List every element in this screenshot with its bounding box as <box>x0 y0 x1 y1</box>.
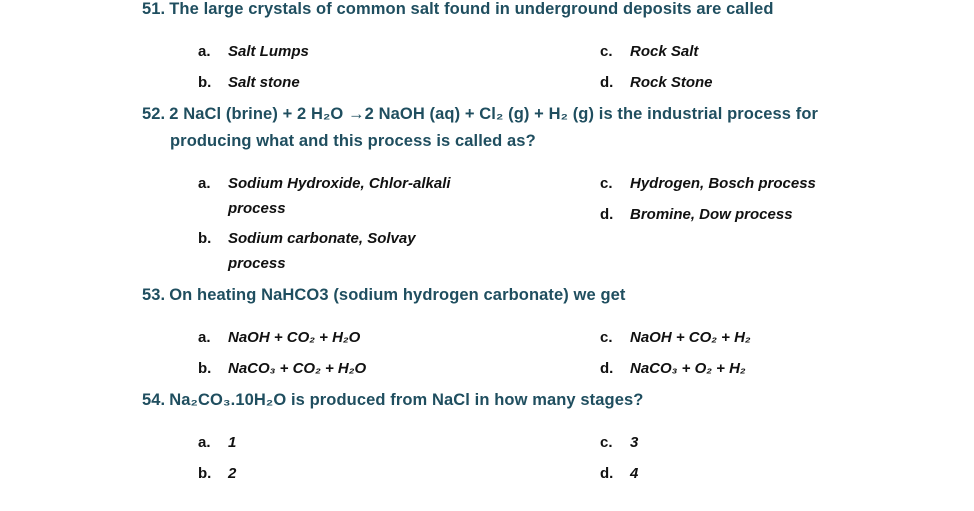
question-51 <box>142 0 774 23</box>
option-text: 2 <box>228 465 237 482</box>
option-c[interactable] <box>600 325 751 350</box>
option-text: Salt Lumps <box>228 43 309 60</box>
question-text: Na₂CO₃.10H₂O is produced from NaCl in how many stages? <box>169 391 644 409</box>
question-52 <box>142 101 818 155</box>
option-d[interactable] <box>600 356 746 381</box>
option-letter: b. <box>198 360 212 377</box>
option-text-line1: Sodium Hydroxide, Chlor-alkali <box>228 175 451 192</box>
option-c[interactable] <box>600 430 638 455</box>
option-b[interactable] <box>198 70 300 95</box>
option-text-line2: process <box>228 255 286 272</box>
option-letter: d. <box>600 74 614 91</box>
question-number: 53. <box>142 286 166 304</box>
question-53 <box>142 282 626 309</box>
option-c[interactable] <box>600 39 698 64</box>
option-letter: d. <box>600 206 614 223</box>
question-text: On heating NaHCO3 (sodium hydrogen carbonate) we get <box>169 286 626 304</box>
option-text: Rock Stone <box>630 74 713 91</box>
option-d[interactable] <box>600 70 713 95</box>
option-b[interactable] <box>198 356 366 381</box>
option-text: 1 <box>228 434 237 451</box>
option-c[interactable] <box>600 171 816 196</box>
option-b[interactable] <box>198 226 416 276</box>
option-letter: c. <box>600 175 613 192</box>
option-text: NaCO₃ + CO₂ + H₂O <box>228 360 367 377</box>
option-text-line1: Sodium carbonate, Solvay <box>228 230 416 247</box>
option-text: Hydrogen, Bosch process <box>630 175 816 192</box>
option-text: NaOH + CO₂ + H₂O <box>228 329 361 346</box>
option-a[interactable] <box>198 39 309 64</box>
question-text-line1: 2 NaCl (brine) + 2 H₂O →2 NaOH (aq) + Cl₂ (g) + H₂ (g) is the industrial process for <box>169 105 819 123</box>
option-text: Salt stone <box>228 74 300 91</box>
option-text: Rock Salt <box>630 43 699 60</box>
option-letter: c. <box>600 434 613 451</box>
question-number: 51. <box>142 0 166 18</box>
question-number: 54. <box>142 391 166 409</box>
option-a[interactable] <box>198 430 236 455</box>
option-letter: b. <box>198 230 212 247</box>
option-b[interactable] <box>198 461 236 486</box>
question-text: The large crystals of common salt found in underground deposits are called <box>169 0 774 18</box>
question-text-line2: producing what and this process is called as? <box>170 132 536 150</box>
question-number: 52. <box>142 105 166 123</box>
option-letter: d. <box>600 360 614 377</box>
option-text: 4 <box>630 465 639 482</box>
option-a[interactable] <box>198 325 360 350</box>
option-letter: a. <box>198 329 211 346</box>
option-letter: c. <box>600 43 613 60</box>
option-d[interactable] <box>600 202 793 227</box>
question-54 <box>142 387 643 414</box>
option-a[interactable] <box>198 171 451 221</box>
option-letter: b. <box>198 74 212 91</box>
option-letter: a. <box>198 434 211 451</box>
option-letter: a. <box>198 43 211 60</box>
option-text: 3 <box>630 434 639 451</box>
option-text: NaOH + CO₂ + H₂ <box>630 329 751 346</box>
option-text-line2: process <box>228 200 286 217</box>
option-letter: a. <box>198 175 211 192</box>
option-d[interactable] <box>600 461 638 486</box>
option-text: NaCO₃ + O₂ + H₂ <box>630 360 746 377</box>
option-text: Bromine, Dow process <box>630 206 793 223</box>
option-letter: b. <box>198 465 212 482</box>
option-letter: c. <box>600 329 613 346</box>
option-letter: d. <box>600 465 614 482</box>
